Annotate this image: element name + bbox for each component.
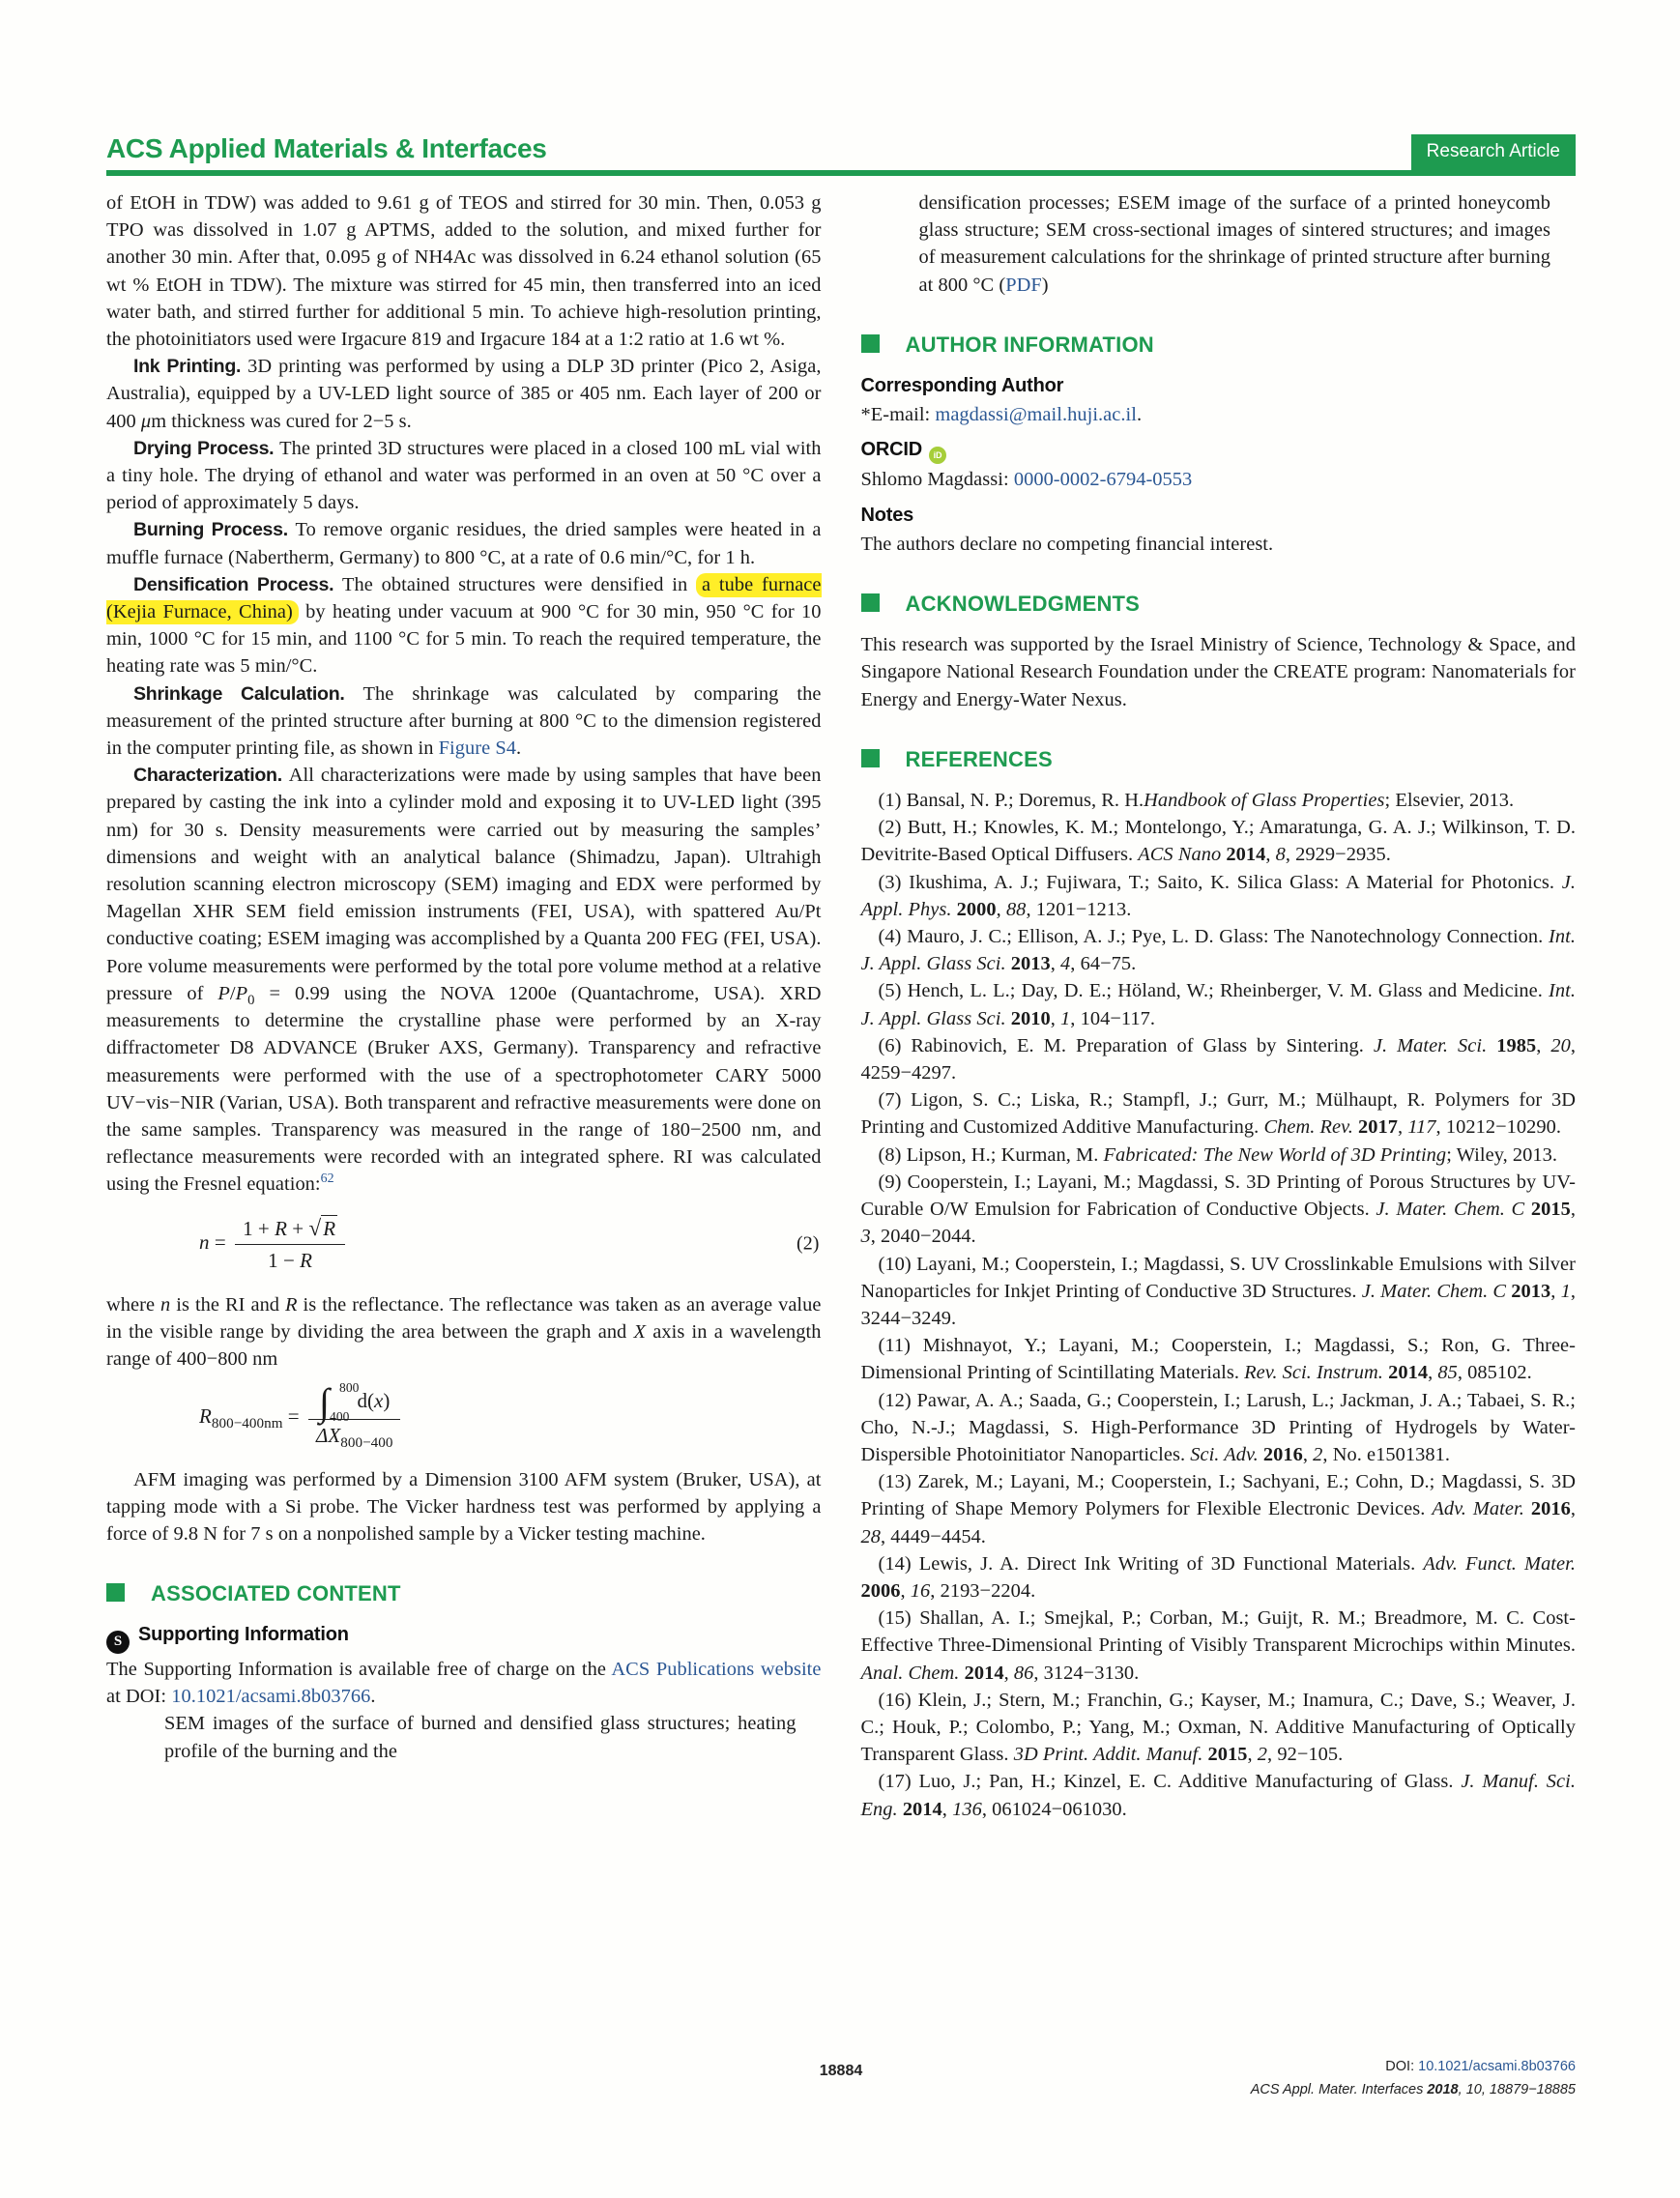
paragraph-shrinkage-calculation xyxy=(106,680,822,763)
text-run: 117 xyxy=(1407,1116,1436,1139)
text-run: J. Mater. Chem. C xyxy=(1361,1280,1507,1302)
text-run: , xyxy=(900,1579,911,1602)
paragraph-supporting-info xyxy=(106,1656,822,1710)
journal-title: ACS Applied Materials & Interfaces xyxy=(106,133,547,163)
text-run: 8 xyxy=(1275,844,1286,866)
section-heading-label: ACKNOWLEDGMENTS xyxy=(905,592,1141,617)
page-footer xyxy=(106,2055,1576,2123)
text-run: 2014 xyxy=(1388,1362,1429,1384)
text-run: , 085102. xyxy=(1457,1362,1532,1384)
text-run: , 10212−10290. xyxy=(1435,1116,1561,1139)
reference-item xyxy=(861,1687,1577,1769)
paragraph-notes xyxy=(861,531,1577,558)
text-run: (17) Luo, J.; Pan, H.; Kinzel, E. C. Additive Manufacturing of Glass. xyxy=(878,1771,1462,1793)
doi-line xyxy=(1251,2055,1576,2078)
text-run: ) xyxy=(1041,274,1049,296)
supporting-info-icon: S xyxy=(106,1631,130,1654)
text-run: , xyxy=(1265,844,1276,866)
reference-item xyxy=(861,869,1577,923)
text-run: , xyxy=(941,1798,953,1820)
article-type-badge: Research Article xyxy=(1411,134,1576,170)
text-run: 2016 xyxy=(1262,1443,1303,1465)
text-run: (14) Lewis, J. A. Direct Ink Writing of 3D Functional Materials. xyxy=(878,1552,1424,1575)
run-in-heading: Densification Process. xyxy=(133,573,343,595)
text-run: , xyxy=(1302,1443,1314,1465)
text-run: ACS Nano xyxy=(1138,844,1222,866)
text-run: n xyxy=(160,1293,171,1316)
text-run: R xyxy=(300,1249,313,1273)
run-in-heading: Ink Printing. xyxy=(133,356,248,378)
section-heading-references xyxy=(861,746,1577,773)
text-run: (7) Ligon, S. C.; Liska, R.; Stampfl, J.; Gurr, M.; Mülhaupt, R. Polymers for 3D Printing and Customized Additive Manufacturing. xyxy=(860,1089,1576,1139)
text-run: 2010 xyxy=(1010,1007,1051,1029)
text-run: 16 xyxy=(910,1579,931,1602)
link[interactable]: 10.1021/acsami.8b03766 xyxy=(1418,2059,1576,2074)
text-run: 1 + xyxy=(243,1216,275,1240)
link[interactable]: ACS Publications website xyxy=(611,1658,822,1680)
subheading-label: Notes xyxy=(860,504,914,526)
reference-item xyxy=(861,1332,1577,1386)
text-run: , 2040−2044. xyxy=(870,1226,976,1248)
text-run: 2015 xyxy=(1530,1199,1571,1221)
text-run: , xyxy=(1050,1007,1061,1029)
text-run: , xyxy=(1570,1199,1576,1221)
section-heading-author-information xyxy=(861,332,1577,359)
text-run: + xyxy=(287,1216,309,1240)
text-run: , xyxy=(996,898,1006,920)
integral-lower-limit: 400 xyxy=(330,1409,350,1425)
run-in-heading: Burning Process. xyxy=(133,519,296,541)
section-square-icon xyxy=(106,1583,125,1602)
text-run: 2016 xyxy=(1530,1498,1571,1520)
text-run: 3D Print. Addit. Manuf. xyxy=(1013,1744,1203,1766)
text-run: , xyxy=(1428,1362,1438,1384)
section-heading-label: REFERENCES xyxy=(905,746,1053,771)
text-run: 2 xyxy=(1257,1744,1268,1766)
text-run: (3) Ikushima, A. J.; Fujiwara, T.; Saito, K. Silica Glass: A Material for Photonics. xyxy=(878,871,1562,893)
subheading-notes xyxy=(861,502,1577,529)
text-run: (10) Layani, M.; Cooperstein, I.; Magdassi, S. UV Crosslinkable Emulsions with Silver Nanoparticles for Inkjet Printing of Conductive 3D Structures. xyxy=(860,1253,1576,1302)
text-run: , 104−117. xyxy=(1070,1007,1156,1029)
orcid-icon: iD xyxy=(929,447,946,464)
header-rule xyxy=(106,170,1576,176)
text-run: ; Elsevier, 2013. xyxy=(1384,790,1515,812)
text-run: 1 − xyxy=(268,1249,301,1273)
text-run: , 1201−1213. xyxy=(1026,898,1132,920)
text-run: Int. J. Appl. Glass Sci. xyxy=(860,980,1576,1029)
subheading-orcid xyxy=(861,436,1577,464)
run-in-heading: Characterization. xyxy=(133,765,289,787)
reference-item xyxy=(861,1468,1577,1550)
text-run: R xyxy=(285,1293,298,1316)
text-run: m thickness was cured for 2−5 s. xyxy=(151,410,412,432)
text-run: , 4259−4297. xyxy=(860,1034,1576,1085)
text-run: ACS Appl. Mater. Interfaces xyxy=(1250,2082,1428,2097)
text-run: 1 xyxy=(1060,1007,1071,1029)
text-run: , 3124−3130. xyxy=(1033,1662,1140,1684)
text-run: J. Manuf. Sci. Eng. xyxy=(860,1771,1577,1820)
text-run: The obtained structures were densified in xyxy=(342,573,697,595)
text-run: The printed 3D structures were placed in a closed 100 mL vial with a tiny hole. The drying of ethanol and water was performed in an oven at 50 °C over a period of approximately 5 days. xyxy=(106,437,822,514)
paragraph-acknowledgments xyxy=(861,631,1577,713)
reference-item xyxy=(861,1169,1577,1251)
paragraph-burning-process xyxy=(106,516,822,570)
text-run: 85 xyxy=(1437,1362,1458,1384)
text-run: R xyxy=(275,1216,287,1240)
text-run xyxy=(1524,1199,1531,1220)
text-run: 2000 xyxy=(956,898,997,920)
text-run: . xyxy=(370,1686,376,1708)
text-run: √ xyxy=(308,1214,322,1240)
text-run: (1) Bansal, N. P.; Doremus, R. H. xyxy=(878,790,1144,812)
text-run: , xyxy=(1458,2082,1466,2097)
text-run: = xyxy=(209,1229,232,1254)
paragraph-afm xyxy=(106,1466,822,1548)
text-run: 2014 xyxy=(902,1798,942,1820)
text-run: , 4449−4454. xyxy=(881,1525,986,1547)
integral-sign: ∫ xyxy=(319,1380,331,1425)
text-run: Sci. Adv. xyxy=(1190,1443,1259,1465)
text-run: 4 xyxy=(1060,953,1071,975)
text-run: Fabricated: The New World of 3D Printing xyxy=(1103,1143,1447,1166)
text-run: 3D printing was performed by using a DLP 3D printer (Pico 2, Asiga, Australia), equipped by a UV-LED light source of 385 or 405 nm. Each layer of 200 or 400 xyxy=(106,356,822,432)
equation-2 xyxy=(106,1214,822,1274)
reference-item xyxy=(861,1086,1577,1141)
footer-meta xyxy=(1251,2055,1576,2101)
text-run: 10 xyxy=(1465,2082,1482,2097)
text-run: n xyxy=(199,1229,210,1254)
page-header xyxy=(106,118,1576,176)
text-run: of EtOH in TDW) was added to 9.61 g of TEOS and stirred for 30 min. Then, 0.053 g TPO was dissolved in 1.07 g APTMS, added to the solution, and mixed further for another 30 min. After that, 0.095 g of NH4Ac was dissolved in 6.24 ethanol solution (65 wt % EtOH in TDW). The mixture was stirred for 45 min, then transferred into an iced water bath, and stirred further for additional 5 min. To achieve high-resolution printing, the photoinitiators used were Irgacure 819 and Irgacure 184 at a 1:2 ratio at 1.6 wt %. xyxy=(106,192,822,351)
text-run: by heating under vacuum at 900 °C for 30 min, 950 °C for 10 min, 1000 °C for 15 min, and 1100 °C for 5 min. To reach the required temperature, the heating rate was 5 min/°C. xyxy=(106,601,822,678)
subheading-label: Supporting Information xyxy=(138,1624,349,1646)
link[interactable]: 10.1021/acsami.8b03766 xyxy=(171,1686,371,1708)
text-run: ) xyxy=(383,1389,391,1413)
text-run: / xyxy=(229,982,236,1004)
text-run: Adv. Mater. xyxy=(1432,1498,1524,1520)
paragraph-orcid-id xyxy=(861,466,1577,493)
integral-upper-limit: 800 xyxy=(339,1380,360,1396)
reference-item xyxy=(861,1142,1577,1169)
text-run: , 3244−3249. xyxy=(860,1280,1577,1329)
text-run: 20 xyxy=(1550,1034,1571,1056)
text-run: is the RI and xyxy=(170,1293,286,1316)
text-run: , No. e1501381. xyxy=(1322,1443,1450,1465)
citation-line xyxy=(1251,2078,1576,2101)
text-run: Shlomo Magdassi: xyxy=(860,469,1014,491)
text-run: Int. J. Appl. Glass Sci. xyxy=(860,926,1576,975)
text-run: . xyxy=(515,737,522,760)
subheading-corresponding-author xyxy=(861,372,1577,399)
text-run: d( xyxy=(357,1389,375,1413)
text-run: x xyxy=(374,1389,384,1413)
text-run: X xyxy=(633,1320,647,1343)
subheading-label: ORCID xyxy=(860,439,922,461)
text-run: 800−400 xyxy=(340,1435,393,1452)
text-run: 2014 xyxy=(964,1662,1004,1684)
text-run: , xyxy=(1398,1116,1408,1139)
text-run: where xyxy=(106,1293,161,1316)
text-run: (11) Mishnayot, Y.; Layani, M.; Cooperstein, I.; Magdassi, S.; Ron, G. Three-Dimensional Printing of Scintillating Materials. xyxy=(860,1335,1576,1384)
link[interactable]: magdassi@mail.huji.ac.il xyxy=(935,404,1137,426)
text-run: 86 xyxy=(1013,1662,1034,1684)
paragraph xyxy=(106,1291,822,1374)
text-run: (8) Lipson, H.; Kurman, M. xyxy=(878,1143,1104,1166)
section-square-icon xyxy=(861,593,880,612)
subheading-label: Corresponding Author xyxy=(860,375,1064,397)
paragraph-characterization xyxy=(106,762,822,1198)
reference-item xyxy=(861,787,1577,814)
text-run: 2015 xyxy=(1207,1744,1248,1766)
text-run: 2 xyxy=(1313,1443,1323,1465)
text-run: (12) Pawar, A. A.; Saada, G.; Cooperstein, I.; Larush, L.; Jackman, J. A.; Tabaei, S. R.; Cho, N.-J.; Magdassi, S. High-Performance 3D Printing of Hydrogels by Water-Dispersible Photoinitiator Nanoparticles. xyxy=(860,1389,1576,1465)
reference-item xyxy=(861,1550,1577,1605)
text-run: J. Mater. Chem. C xyxy=(1376,1199,1525,1221)
text-run: (5) Hench, L. L.; Day, D. E.; Höland, W.; Rheinberger, V. M. Glass and Medicine. xyxy=(878,980,1550,1002)
text-run xyxy=(1524,1498,1531,1519)
reference-item xyxy=(861,1032,1577,1086)
text-run: AFM imaging was performed by a Dimension 3100 AFM system (Bruker, USA), at tapping mode with a Si probe. The Vicker hardness test was performed by applying a force of 9.8 N for 7 s on a nonpolished sample by a Vicker testing machine. xyxy=(106,1468,822,1546)
text-run: , xyxy=(1050,953,1061,975)
text-run: To remove organic residues, the dried samples were heated in a muffle furnace (Nabertherm, Germany) to 800 °C, at a rate of 0.6 min/°C, for 1 h. xyxy=(106,519,822,568)
section-heading-label: AUTHOR INFORMATION xyxy=(905,332,1154,357)
reference-item xyxy=(861,814,1577,868)
reference-item xyxy=(861,1768,1577,1822)
text-run: is the reflectance. The reflectance was taken as an average value in the visible range by dividing the area between the graph and xyxy=(106,1293,822,1343)
text-run: 88 xyxy=(1005,898,1027,920)
text-run: 1985 xyxy=(1496,1034,1537,1056)
link[interactable]: 62 xyxy=(320,1171,334,1187)
text-run: Chem. Rev. xyxy=(1263,1116,1353,1139)
subheading-supporting-information xyxy=(106,1621,822,1654)
section-square-icon xyxy=(861,334,880,353)
text-run: 136 xyxy=(952,1798,982,1820)
text-run: ; Wiley, 2013. xyxy=(1446,1143,1558,1166)
text-run: 2018 xyxy=(1427,2082,1459,2097)
run-in-heading: Shrinkage Calculation. xyxy=(133,682,363,705)
text-run: 3 xyxy=(860,1226,871,1248)
left-column xyxy=(106,189,822,1823)
text-run: 2014 xyxy=(1226,844,1266,866)
paragraph-si-description xyxy=(164,1710,797,1764)
text-run: μ xyxy=(140,410,152,432)
text-run: , 2193−2204. xyxy=(930,1579,1036,1602)
text-run: 800−400nm xyxy=(211,1416,283,1432)
text-run: = xyxy=(282,1404,304,1429)
paragraph-si-description-continued xyxy=(919,189,1551,299)
text-run: *E-mail: xyxy=(860,404,936,426)
text-run: All characterizations were made by using samples that have been prepared by casting the ink into a cylinder mold and exposing it to UV-LED light (395 nm) for 30 s. Density measurements were carried out by measuring the samples’ dimensions and weight with an analytical balance (Shimadzu, Japan). Ultrahigh resolution scanning electron microscopy (SEM) imaging and EDX were performed by Magellan XHR SEM field emission instruments (FEI, USA), with spattered Au/Pt conductive coating; ESEM imaging was accomplished by a Quanta 200 FEG (FEI, USA). Pore volume measurements were performed by the total pore volume method at a relative pressure of xyxy=(106,765,822,1004)
text-run: , xyxy=(1247,1744,1258,1766)
text-run: Anal. Chem. xyxy=(860,1662,960,1684)
text-run: DOI: xyxy=(1385,2059,1419,2074)
paragraph-densification-process xyxy=(106,571,822,680)
text-run: The authors declare no competing financial interest. xyxy=(860,533,1274,555)
reference-item xyxy=(861,1605,1577,1687)
text-run: . xyxy=(1136,404,1143,426)
text-run: , 64−75. xyxy=(1070,953,1137,975)
text-run: (4) Mauro, J. C.; Ellison, A. J.; Pye, L. D. Glass: The Nanotechnology Connection. xyxy=(878,926,1550,948)
text-run: This research was supported by the Israel Ministry of Science, Technology & Space, and Singapore National Research Foundation under the CREATE program: Nanomaterials for Energy and Energy-Water Nexus. xyxy=(860,634,1576,710)
text-run: Adv. Funct. Mater. xyxy=(1423,1552,1576,1575)
text-run: = 0.99 using the NOVA 1200e (Quantachrome, USA). XRD measurements to determine the crystalline phase were performed by an X-ray diffractometer D8 ADVANCE (Bruker AXS, Germany). Transparency and refractive measurements were performed with the use of a spectrophotometer CARY 5000 UV−vis−NIR (Varian, USA). Both transparent and refractive measurements were done on the same samples. Transparency was measured in the range of 180−2500 nm, and reflectance measurements were recorded with an integrated sphere. RI was calculated using the Fresnel equation: xyxy=(106,982,822,1196)
text-run: P xyxy=(217,982,230,1004)
text-run: (6) Rabinovich, E. M. Preparation of Glass by Sintering. xyxy=(878,1034,1374,1056)
text-run: SEM images of the surface of burned and densified glass structures; heating profile of the burning and the xyxy=(164,1713,797,1762)
text-run: 2006 xyxy=(860,1579,901,1602)
text-run: P xyxy=(235,982,248,1004)
link[interactable]: 0000-0002-6794-0553 xyxy=(1013,469,1193,491)
text-run: (13) Zarek, M.; Layani, M.; Cooperstein, I.; Sachyani, E.; Cohn, D.; Magdassi, S. 3D Printing of Shape Memory Polymers for Flexible Electronic Devices. xyxy=(860,1471,1576,1520)
text-run: R xyxy=(323,1216,336,1240)
text-run: J. Mater. Sci. xyxy=(1373,1034,1488,1056)
text-run: (2) Butt, H.; Knowles, K. M.; Montelongo, Y.; Amaratunga, G. A. J.; Wilkinson, T. D. Devitrite-Based Optical Diffusers. xyxy=(860,817,1576,866)
text-run: (15) Shallan, A. I.; Smejkal, P.; Corban, M.; Guijt, R. M.; Breadmore, M. C. Cost-Effective Three-Dimensional Printing of Visibly Transparent Microchips within Minutes. xyxy=(860,1607,1576,1657)
section-heading-label: ASSOCIATED CONTENT xyxy=(151,1581,401,1606)
paragraph-email xyxy=(861,401,1577,428)
text-run: a tube furnace (Kejia Furnace, China) xyxy=(106,573,822,623)
text-run: The Supporting Information is available free of charge on the xyxy=(106,1658,612,1680)
text-run: (9) Cooperstein, I.; Layani, M.; Magdassi, S. 3D Printing of Porous Structures by UV-Curable O/W Emulsion for Fabrication of Conductive Objects. xyxy=(860,1171,1576,1221)
text-run: (16) Klein, J.; Stern, M.; Franchin, G.; Kayser, M.; Inamura, C.; Dave, S.; Weaver, J. C.; Houk, P.; Colombo, P.; Yang, M.; Oxman, N. Additive Manufacturing of Optically Transparent Glass. xyxy=(860,1689,1576,1766)
text-run: axis in a wavelength range of 400−800 nm xyxy=(106,1320,822,1371)
paragraph xyxy=(106,189,822,353)
link[interactable]: PDF xyxy=(1005,274,1042,296)
text-run: 1 xyxy=(1560,1280,1571,1302)
text-run: ΔX xyxy=(316,1424,341,1448)
link[interactable]: Figure S4 xyxy=(438,737,516,760)
equation-reflectance xyxy=(106,1380,822,1452)
right-column xyxy=(861,189,1577,1823)
text-run: R xyxy=(199,1404,212,1429)
article-body xyxy=(106,189,1576,1823)
text-run: 0 xyxy=(247,992,255,1008)
text-run: , 2929−2935. xyxy=(1285,844,1391,866)
text-run: , xyxy=(1536,1034,1551,1056)
text-run: , xyxy=(1570,1498,1577,1520)
reference-item xyxy=(861,1251,1577,1333)
reference-item xyxy=(861,977,1577,1031)
section-heading-acknowledgments xyxy=(861,591,1577,618)
reference-item xyxy=(861,923,1577,977)
text-run: 2013 xyxy=(1010,953,1051,975)
text-run: J. Appl. Phys. xyxy=(860,871,1576,920)
equation-number: (2) xyxy=(797,1232,820,1255)
text-run: Handbook of Glass Properties xyxy=(1144,790,1385,812)
text-run: 2017 xyxy=(1358,1116,1399,1139)
text-run: , 061024−061030. xyxy=(981,1798,1127,1820)
text-run: densification processes; ESEM image of the surface of a printed honeycomb glass structure; SEM cross-sectional images of sintered structures; and images of measurement calculations for the shrinkage of printed structure after burning at 800 °C ( xyxy=(918,192,1550,296)
text-run: , xyxy=(1003,1662,1014,1684)
text-run: , 18879−18885 xyxy=(1481,2082,1576,2097)
section-square-icon xyxy=(861,749,880,767)
paragraph-ink-printing xyxy=(106,353,822,435)
text-run: 2013 xyxy=(1511,1280,1551,1302)
text-run: at DOI: xyxy=(106,1686,172,1708)
text-run: 28 xyxy=(860,1525,881,1547)
run-in-heading: Drying Process. xyxy=(133,437,280,459)
text-run xyxy=(1487,1035,1496,1056)
reference-item xyxy=(861,1387,1577,1469)
text-run: The shrinkage was calculated by comparing the measurement of the printed structure after burning at 800 °C to the dimension registered in the computer printing file, as shown in xyxy=(106,682,822,760)
section-heading-associated-content xyxy=(106,1580,822,1607)
text-run: , 92−105. xyxy=(1267,1744,1344,1766)
paragraph-drying-process xyxy=(106,435,822,517)
page-number: 18884 xyxy=(819,2063,863,2079)
text-run: Rev. Sci. Instrum. xyxy=(1244,1362,1383,1384)
text-run: , xyxy=(1550,1280,1561,1302)
